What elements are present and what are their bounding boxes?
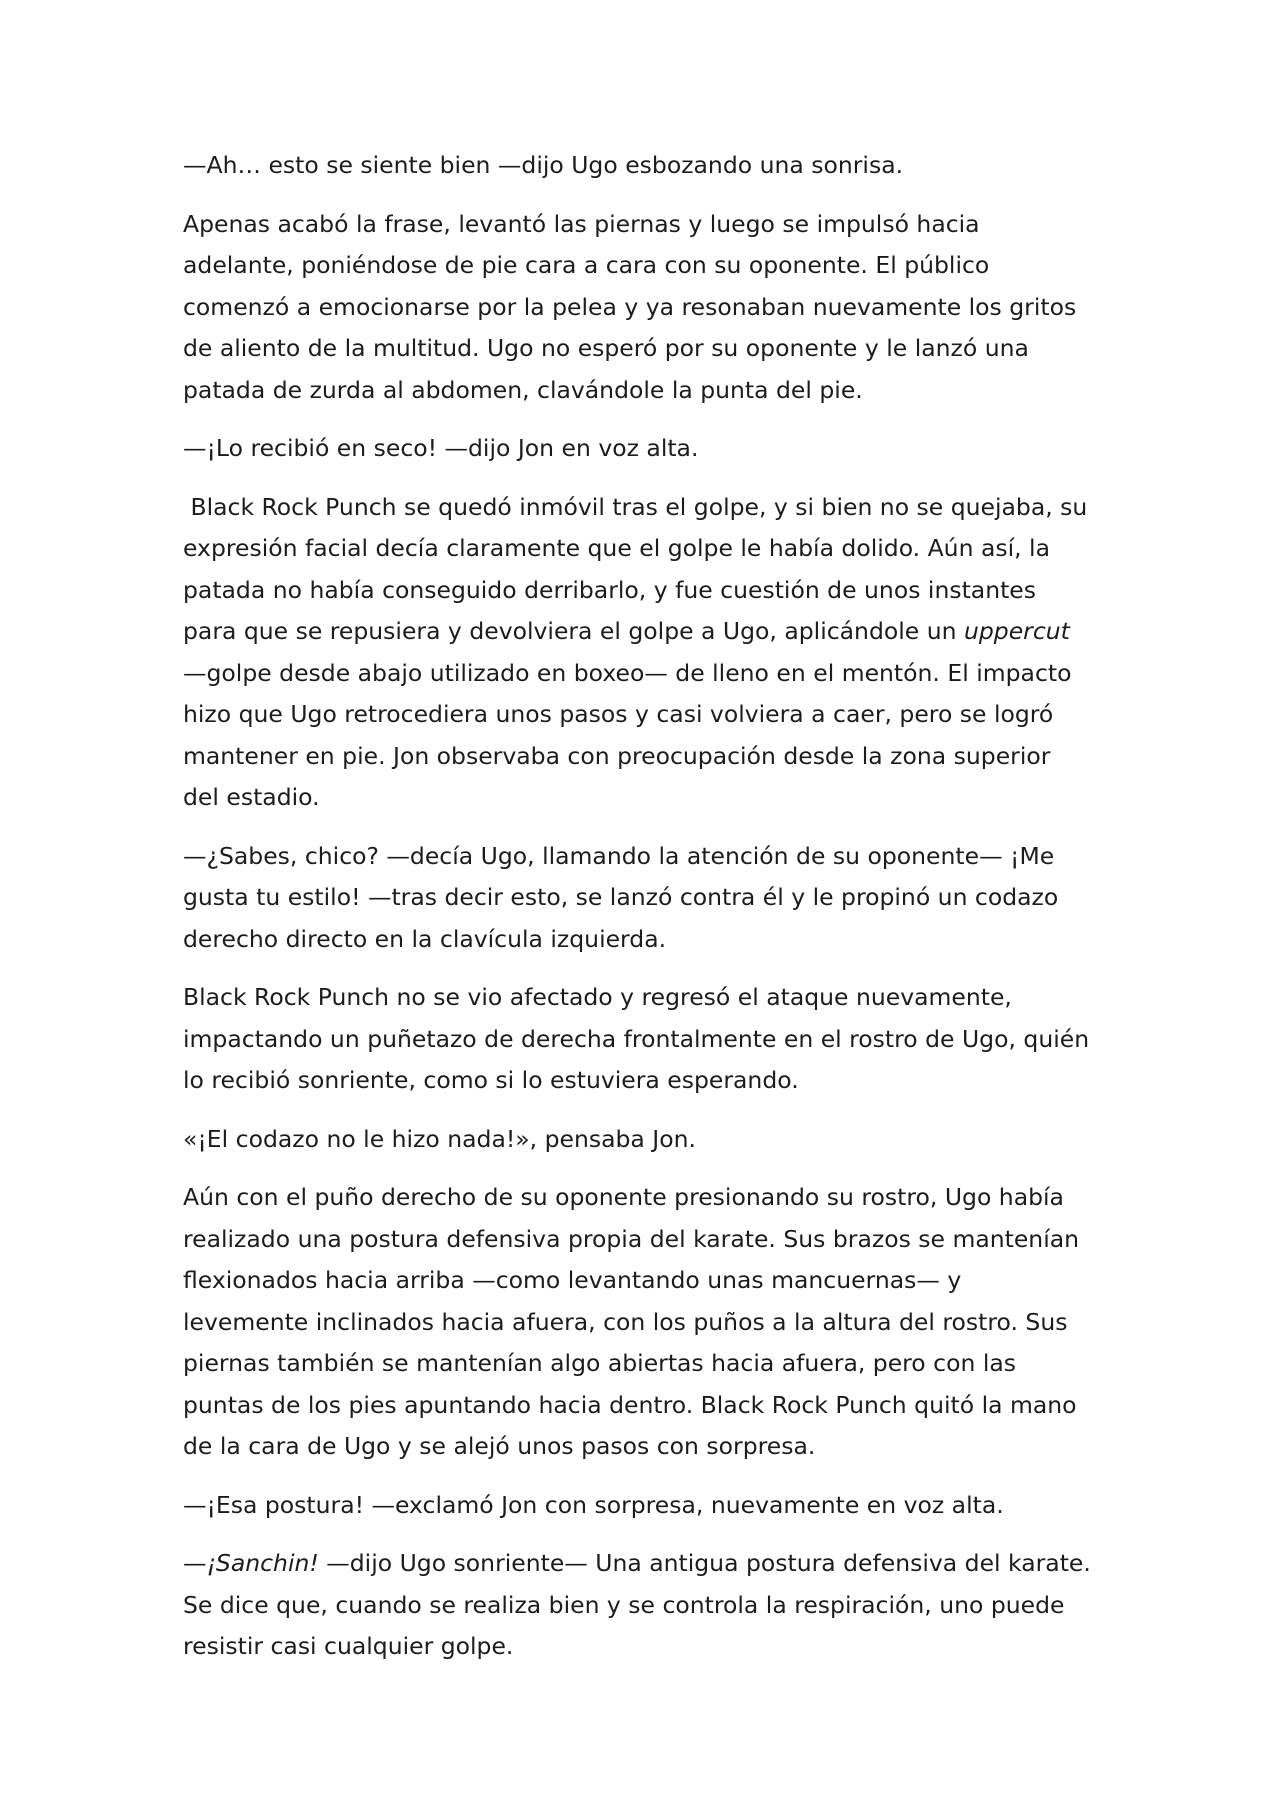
text-line: Aún con el puño derecho de su oponente presionando su rostro, Ugo había: [183, 1183, 1064, 1211]
paragraph-10: [183, 1543, 1103, 1668]
text-line: realizado una postura defensiva propia del karate. Sus brazos se mantenían: [183, 1224, 1080, 1253]
text-line: adelante, poniéndose de pie cara a cara con su oponente. El público: [183, 251, 990, 279]
text-line: —Ah… esto se siente bien —dijo Ugo esbozando una sonrisa.: [183, 151, 904, 179]
paragraph-5: [183, 836, 1103, 961]
text-line: —golpe desde abajo utilizado en boxeo— de lleno en el mentón. El impacto: [183, 658, 1072, 687]
text-line: Se dice que, cuando se realiza bien y se controla la respiración, uno puede: [183, 1590, 1065, 1619]
italic-term: ¡Sanchin!: [206, 1549, 319, 1577]
text-line: levemente inclinados hacia afuera, con los puños a la altura del rostro. Sus: [183, 1307, 1068, 1336]
text-line: derecho directo en la clavícula izquierda.: [183, 924, 667, 953]
text-segment: —dijo Ugo sonriente— Una antigua postura defensiva del karate.: [318, 1549, 1091, 1577]
paragraph-8: [183, 1177, 1103, 1468]
paragraph-3: [183, 428, 1103, 470]
paragraph-2: [183, 204, 1103, 412]
paragraph-9: [183, 1485, 1103, 1527]
text-line: mantener en pie. Jon observaba con preocupación desde la zona superior: [183, 741, 1051, 770]
paragraph-4: [183, 487, 1103, 819]
text-line: puntas de los pies apuntando hacia dentro. Black Rock Punch quitó la mano: [183, 1390, 1077, 1419]
text-line: —¡Lo recibió en seco! —dijo Jon en voz alta.: [183, 434, 699, 462]
paragraph-7: [183, 1119, 1103, 1161]
text-line: patada no había conseguido derribarlo, y fue cuestión de unos instantes: [183, 575, 1036, 604]
text-line: [183, 1543, 1103, 1585]
text-segment: para que se repusiera y devolviera el golpe a Ugo, aplicándole un: [183, 617, 964, 645]
text-line: hizo que Ugo retrocediera unos pasos y casi volviera a caer, pero se logró: [183, 700, 1054, 728]
text-line: —¡Esa postura! —exclamó Jon con sorpresa, nuevamente en voz alta.: [183, 1490, 1004, 1519]
text-segment: —: [183, 1549, 207, 1577]
text-line: Apenas acabó la frase, levantó las piernas y luego se impulsó hacia: [183, 209, 980, 238]
text-line: gusta tu estilo! —tras decir esto, se lanzó contra él y le propinó un codazo: [183, 883, 1059, 911]
text-line: del estadio.: [183, 783, 320, 811]
text-line: de la cara de Ugo y se alejó unos pasos con sorpresa.: [183, 1432, 816, 1460]
text-line: impactando un puñetazo de derecha frontalmente en el rostro de Ugo, quién: [183, 1024, 1090, 1053]
text-line: Black Rock Punch se quedó inmóvil tras el golpe, y si bien no se quejaba, su: [183, 492, 1088, 521]
italic-term: uppercut: [963, 617, 1070, 645]
text-line: «¡El codazo no le hizo nada!», pensaba Jon.: [183, 1124, 696, 1153]
text-line: flexionados hacia arriba —como levantando unas mancuernas— y: [183, 1266, 962, 1294]
document-page: [183, 145, 1103, 1685]
text-line: resistir casi cualquier golpe.: [183, 1632, 514, 1660]
text-line: comenzó a emocionarse por la pelea y ya resonaban nuevamente los gritos: [183, 292, 1077, 321]
text-line: lo recibió sonriente, como si lo estuviera esperando.: [183, 1066, 799, 1094]
text-line: expresión facial decía claramente que el golpe le había dolido. Aún así, la: [183, 534, 1050, 562]
text-line: piernas también se mantenían algo abiertas hacia afuera, pero con las: [183, 1349, 1016, 1377]
text-line: Black Rock Punch no se vio afectado y regresó el ataque nuevamente,: [183, 983, 1012, 1011]
paragraph-1: [183, 145, 1103, 187]
text-line: patada de zurda al abdomen, clavándole la punta del pie.: [183, 375, 863, 404]
paragraph-6: [183, 977, 1103, 1102]
text-line: —¿Sabes, chico? —decía Ugo, llamando la atención de su oponente— ¡Me: [183, 841, 1055, 870]
text-line: [183, 611, 1103, 653]
text-line: de aliento de la multitud. Ugo no esperó por su oponente y le lanzó una: [183, 334, 1029, 362]
